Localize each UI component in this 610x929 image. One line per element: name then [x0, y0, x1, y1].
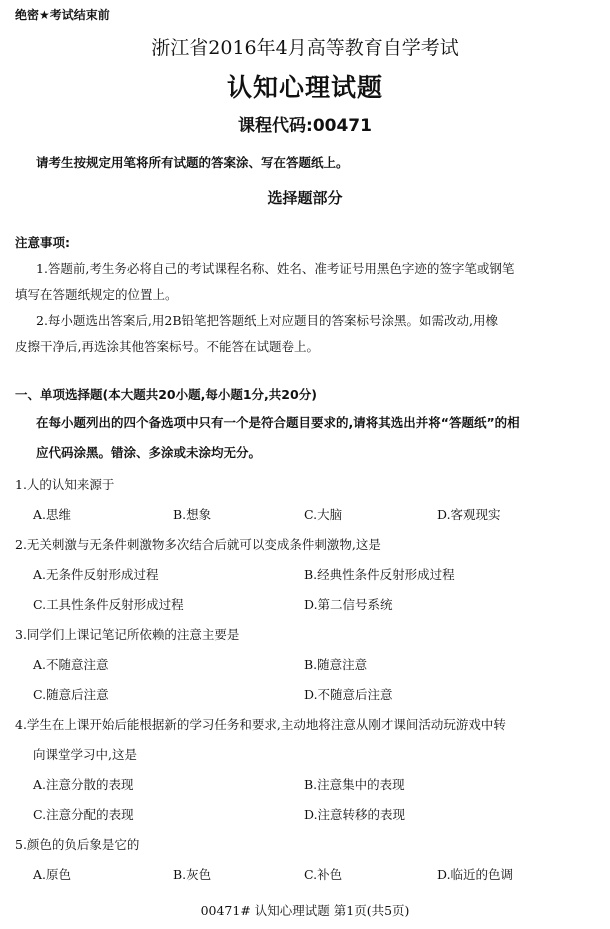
q1-option-b: B.想象 [173, 507, 212, 522]
q3-option-a: A.不随意注意 [33, 657, 109, 672]
question-4-line-2: 向课堂学习中,这是 [33, 747, 137, 762]
q3-option-c: C.随意后注意 [33, 687, 109, 702]
q1-option-d: D.客观现实 [437, 507, 501, 522]
q5-option-c: C.补色 [304, 867, 343, 882]
notice-heading: 注意事项: [15, 235, 70, 250]
question-4: 4.学生在上课开始后能根据新的学习任务和要求,主动地将注意从刚才课间活动玩游戏中转 [15, 717, 506, 732]
q3-option-d: D.不随意后注意 [304, 687, 393, 702]
notice-item-1-line-1: 1.答题前,考生务必将自己的考试课程名称、姓名、准考证号用黑色字迹的签字笔或钢笔 [36, 261, 515, 276]
question-1: 1.人的认知来源于 [15, 477, 115, 492]
course-code: 课程代码:00471 [238, 116, 372, 136]
page-footer: 00471# 认知心理试题 第1页(共5页) [200, 903, 410, 918]
question-5: 5.颜色的负后象是它的 [15, 837, 140, 852]
q4-option-d: D.注意转移的表现 [304, 807, 406, 822]
notice-item-2-line-2: 皮擦干净后,再选涂其他答案标号。不能答在试题卷上。 [15, 339, 319, 354]
subject-title: 认知心理试题 [226, 73, 383, 102]
answer-instruction: 请考生按规定用笔将所有试题的答案涂、写在答题纸上。 [36, 155, 349, 170]
exam-title: 浙江省2016年4月高等教育自学考试 [151, 37, 459, 59]
q4-option-c: C.注意分配的表现 [33, 807, 134, 822]
q2-option-b: B.经典性条件反射形成过程 [304, 567, 455, 582]
q1-option-a: A.思维 [33, 507, 72, 522]
q2-option-d: D.第二信号系统 [304, 597, 393, 612]
part1-heading: 一、单项选择题(本大题共20小题,每小题1分,共20分) [15, 387, 317, 402]
q4-option-a: A.注意分散的表现 [33, 777, 134, 792]
q5-option-a: A.原色 [33, 867, 72, 882]
section-title: 选择题部分 [267, 189, 343, 207]
part1-desc-line-2: 应代码涂黑。错涂、多涂或未涂均无分。 [36, 445, 262, 460]
q2-option-c: C.工具性条件反射形成过程 [33, 597, 184, 612]
question-2: 2.无关刺激与无条件刺激物多次结合后就可以变成条件刺激物,这是 [15, 537, 381, 552]
notice-item-2-line-1: 2.每小题选出答案后,用2B铅笔把答题纸上对应题目的答案标号涂黑。如需改动,用橡 [36, 313, 499, 328]
q4-option-b: B.注意集中的表现 [304, 777, 405, 792]
q3-option-b: B.随意注意 [304, 657, 368, 672]
q1-option-c: C.大脑 [304, 507, 343, 522]
confidential-label: 绝密★考试结束前 [15, 8, 110, 22]
part1-desc-line-1: 在每小题列出的四个备选项中只有一个是符合题目要求的,请将其选出并将“答题纸”的相 [36, 415, 520, 430]
q2-option-a: A.无条件反射形成过程 [33, 567, 159, 582]
notice-item-1-line-2: 填写在答题纸规定的位置上。 [15, 287, 178, 302]
q5-option-b: B.灰色 [173, 867, 212, 882]
q5-option-d: D.临近的色调 [437, 867, 514, 882]
question-3: 3.同学们上课记笔记所依赖的注意主要是 [15, 627, 240, 642]
